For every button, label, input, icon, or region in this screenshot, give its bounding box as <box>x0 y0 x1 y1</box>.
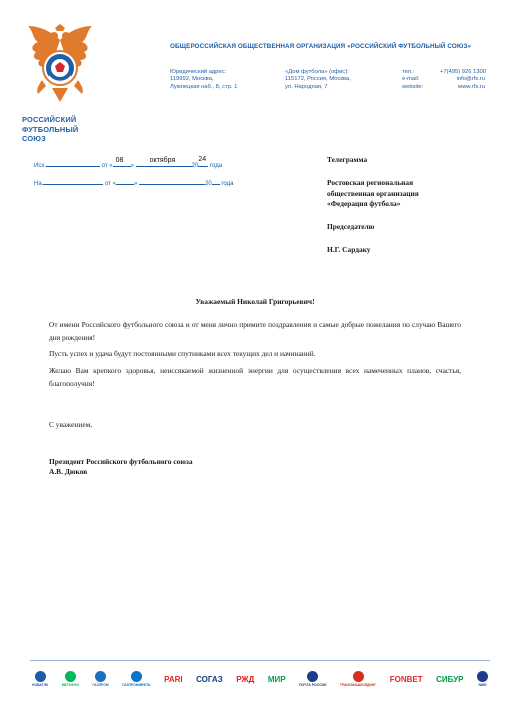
legal-address-line: Юридический адрес: <box>170 69 227 75</box>
office-address-line: ул. Народная, 7 <box>285 83 328 90</box>
date-month: октября <box>149 157 176 164</box>
sponsor-icon <box>307 671 318 682</box>
sponsor-logo <box>268 675 286 684</box>
logo-line: РОССИЙСКИЙ <box>22 115 77 124</box>
sponsor-name: СОГАЗ <box>196 674 223 684</box>
month-blank <box>136 159 192 167</box>
contact-label: тел.: <box>402 69 415 75</box>
sponsor-logos <box>32 668 488 690</box>
year-suffix: года <box>210 163 223 169</box>
sponsor-name: FONBET <box>389 674 423 684</box>
year-prefix: 20 <box>205 181 212 187</box>
sponsor-name: ГАЗПРОМ <box>92 683 109 687</box>
open-quote: « <box>109 163 113 169</box>
legal-address-line: Лужнецкая наб., 8, стр. 1 <box>170 83 238 90</box>
sponsor-name: МИР <box>267 674 286 684</box>
sponsor-icon <box>65 671 76 682</box>
contact-value: www.rfs.ru <box>457 83 485 90</box>
sponsor-name: СИБУР <box>436 674 464 684</box>
contact-website <box>402 84 485 91</box>
letter-paragraph: От имени Российского футбольного союза и от меня лично примите поздравления и самые добрые пожелания по случаю Вашего дня рождения! <box>49 320 461 342</box>
sponsor-icon <box>353 671 364 682</box>
from-label: от <box>105 181 111 187</box>
sponsor-logo <box>477 671 488 687</box>
year-blank <box>212 177 220 185</box>
day-blank <box>116 177 134 185</box>
sponsor-logo <box>92 671 108 687</box>
close-quote: » <box>133 181 138 187</box>
sponsor-icon <box>477 671 488 682</box>
from-label: от <box>101 163 108 169</box>
contact-email <box>402 76 485 83</box>
close-quote: » <box>130 163 134 169</box>
outgoing-number-blank <box>46 159 100 167</box>
addressee-org-line: «Федерация футбола» <box>327 198 401 208</box>
addressee-name: Н.Г. Сардаку <box>327 245 371 255</box>
sponsor-logo <box>164 675 183 684</box>
logo-line: ФУТБОЛЬНЫЙ <box>22 124 79 134</box>
footer-divider <box>30 660 490 661</box>
letter-paragraph: Пусть успех и удача будут постоянными спутниками всех текущих дел и начинаний. <box>49 349 316 359</box>
date-year: 24 <box>198 156 207 163</box>
letter-paragraph: Желаю Вам крепкого здоровья, неиссякаемой жизненной энергии для осуществления всех намеченных планов, счастья, благополучия! <box>49 366 461 388</box>
signature-block <box>49 457 193 478</box>
contact-label: website: <box>402 83 424 90</box>
sponsor-logo <box>299 671 326 687</box>
sponsor-name: ТРАНСМАШХОЛДИНГ <box>339 683 377 687</box>
logo-line: СОЮЗ <box>22 134 46 143</box>
sponsor-name: ГАЗПРОМНЕФТЬ <box>122 683 151 687</box>
office-address-line: «Дом футбола» (офис): <box>285 69 349 75</box>
sponsor-name: PARI <box>164 674 183 684</box>
sponsor-logo <box>122 671 150 687</box>
year-prefix: 20 <box>191 163 199 169</box>
year-suffix: года <box>221 181 234 187</box>
addressee-block <box>327 155 477 269</box>
letter-body <box>49 319 461 395</box>
sponsor-name: NIKE <box>478 683 487 687</box>
signer-title: Президент Российского футбольного союза <box>49 457 193 466</box>
office-address-line: 115172, Россия, Москва, <box>285 76 351 83</box>
legal-address <box>170 69 237 91</box>
outgoing-label: Исх. <box>34 163 46 169</box>
date-day: 08 <box>115 157 124 164</box>
sponsor-logo <box>32 671 48 687</box>
open-quote: « <box>112 181 116 187</box>
sponsor-icon <box>95 671 106 682</box>
year-blank <box>198 156 208 167</box>
sponsor-name: НОВАТЭК <box>32 683 49 687</box>
sponsor-name: РЖД <box>236 674 255 684</box>
logo-text <box>22 115 78 144</box>
addressee-organization <box>327 178 477 209</box>
document-type: Телеграмма <box>327 155 368 164</box>
sponsor-logo <box>436 675 463 684</box>
outgoing-number-line <box>34 156 223 169</box>
contact-phone <box>402 69 485 76</box>
sponsor-icon <box>131 671 142 682</box>
salutation: Уважаемый Николай Григорьевич! <box>195 297 315 306</box>
signer-name: А.В. Дюков <box>49 467 88 477</box>
sponsor-logo <box>62 671 79 687</box>
organization-name: ОБЩЕРОССИЙСКАЯ ОБЩЕСТВЕННАЯ ОРГАНИЗАЦИЯ «РОССИЙСКИЙ ФУТБОЛЬНЫЙ СОЮЗ» <box>170 43 472 50</box>
sponsor-logo <box>196 675 223 684</box>
month-blank <box>139 177 205 185</box>
sponsor-logo <box>236 675 254 684</box>
sponsor-logo <box>390 675 423 684</box>
contacts <box>402 69 485 91</box>
contact-label: e-mail: <box>402 76 420 83</box>
regards: С уважением, <box>49 420 93 429</box>
contact-value: +7(495) 926 1300 <box>440 69 486 75</box>
sponsor-name: ПОЧТА РОССИИ <box>299 683 327 687</box>
addressee-org-line: Ростовская региональная <box>327 178 414 188</box>
day-blank <box>113 159 131 167</box>
incoming-label: На. <box>34 181 44 187</box>
sponsor-logo <box>340 671 376 687</box>
rfs-eagle-logo <box>22 22 98 112</box>
incoming-number-line <box>34 177 233 187</box>
legal-address-line: 119992, Москва, <box>170 76 214 83</box>
incoming-number-blank <box>43 177 103 185</box>
contact-value: info@rfs.ru <box>456 76 485 83</box>
sponsor-name: МЕГАФОН <box>61 683 79 687</box>
addressee-position: Председателю <box>327 222 375 232</box>
addressee-org-line: общественная организация <box>327 188 419 198</box>
sponsor-icon <box>35 671 46 682</box>
office-address <box>285 69 351 91</box>
